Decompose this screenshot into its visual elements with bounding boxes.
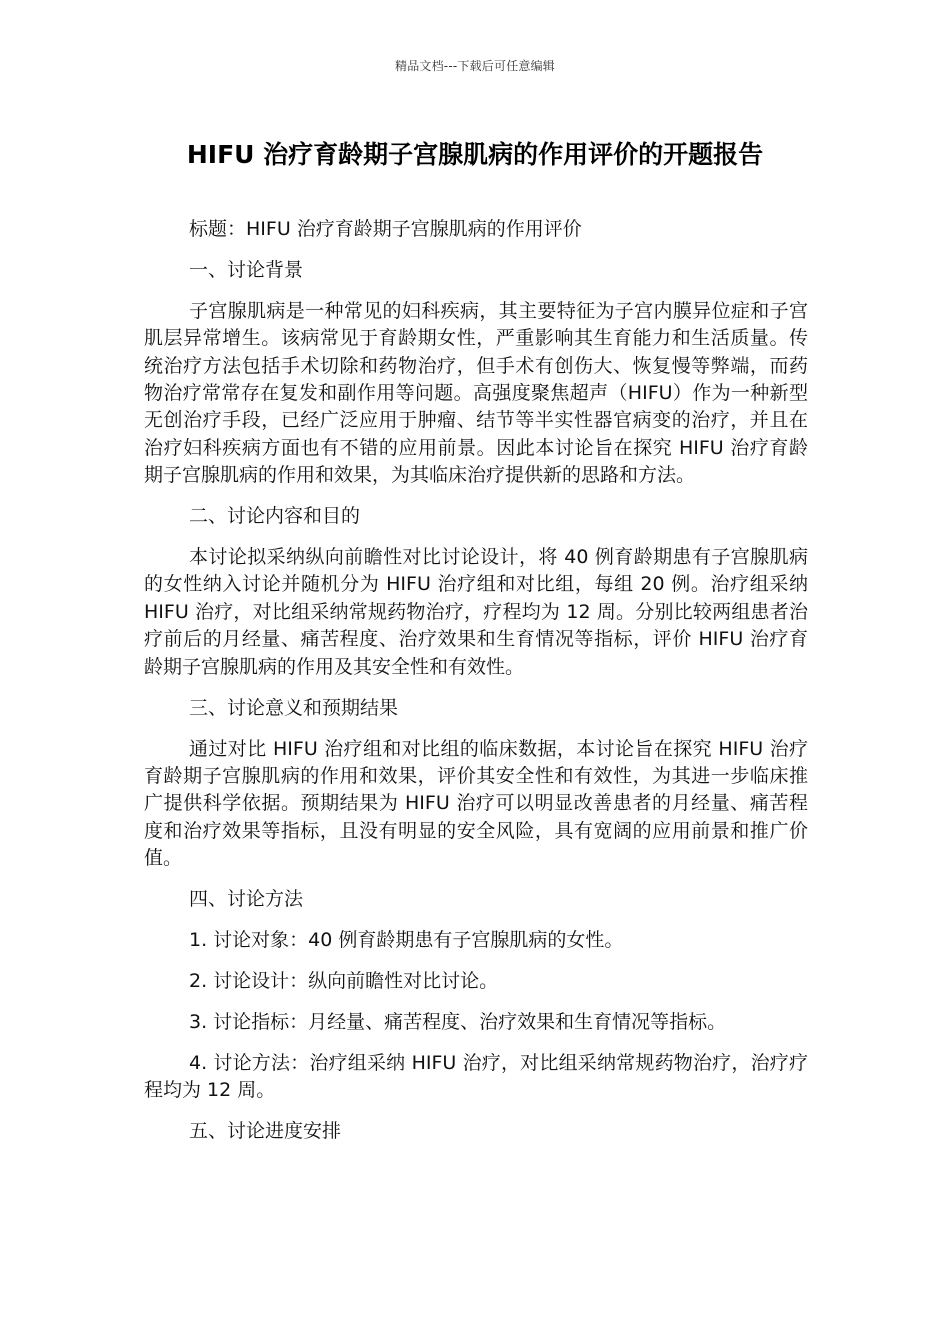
- content-purpose-paragraph: 本讨论拟采纳纵向前瞻性对比讨论设计，将 40 例育龄期患有子宫腺肌病的女性纳入讨论并随机分为 HIFU 治疗组和对比组，每组 20 例。治疗组采纳 HIFU 治疗，对比组采纳常规药物治疗，疗程均为 12 周。分别比较两组患者治疗前后的月经量、痛苦程度、治疗效果和生育情况等指标，评价 HIFU 治疗育龄期子宫腺肌病的作用及其安全性和有效性。: [144, 546, 808, 678]
- method-item-indicators: 3. 讨论指标：月经量、痛苦程度、治疗效果和生育情况等指标。: [189, 1010, 727, 1033]
- method-item-design: 2. 讨论设计：纵向前瞻性对比讨论。: [189, 969, 499, 992]
- section-heading-methods: 四、讨论方法: [189, 888, 304, 911]
- page-header-note: 精品文档---下载后可任意编辑: [395, 59, 555, 73]
- method-item-approach: 4. 讨论方法：治疗组采纳 HIFU 治疗，对比组采纳常规药物治疗，治疗疗程均为 12 周。: [144, 1051, 808, 1102]
- significance-paragraph: 通过对比 HIFU 治疗组和对比组的临床数据，本讨论旨在探究 HIFU 治疗育龄期子宫腺肌病的作用和效果，评价其安全性和有效性，为其进一步临床推广提供科学依据。预期结果为 HIFU 治疗可以明显改善患者的月经量、痛苦程度和治疗效果等指标，且没有明显的安全风险，具有宽阔的应用前景和推广价值。: [144, 737, 808, 870]
- document-body: [144, 216, 808, 1159]
- document-title: HIFU 治疗育龄期子宫腺肌病的作用评价的开题报告: [186, 140, 764, 169]
- background-paragraph: 子宫腺肌病是一种常见的妇科疾病，其主要特征为子宫内膜异位症和子宫肌层异常增生。该病常见于育龄期女性，严重影响其生育能力和生活质量。传统治疗方法包括手术切除和药物治疗，但手术有创伤大、恢复慢等弊端，而药物治疗常常存在复发和副作用等问题。高强度聚焦超声（HIFU）作为一种新型无创治疗手段，已经广泛应用于肿瘤、结节等半实性器官病变的治疗，并且在治疗妇科疾病方面也有不错的应用前景。因此本讨论旨在探究 HIFU 治疗育龄期子宫腺肌病的作用和效果，为其临床治疗提供新的思路和方法。: [144, 299, 808, 487]
- section-heading-schedule: 五、讨论进度安排: [189, 1119, 342, 1142]
- section-heading-background: 一、讨论背景: [189, 258, 304, 281]
- section-heading-content-purpose: 二、讨论内容和目的: [189, 505, 361, 528]
- subject-line: 标题：HIFU 治疗育龄期子宫腺肌病的作用评价: [189, 218, 582, 240]
- method-item-subjects: 1. 讨论对象：40 例育龄期患有子宫腺肌病的女性。: [189, 928, 624, 951]
- section-heading-significance: 三、讨论意义和预期结果: [189, 696, 399, 719]
